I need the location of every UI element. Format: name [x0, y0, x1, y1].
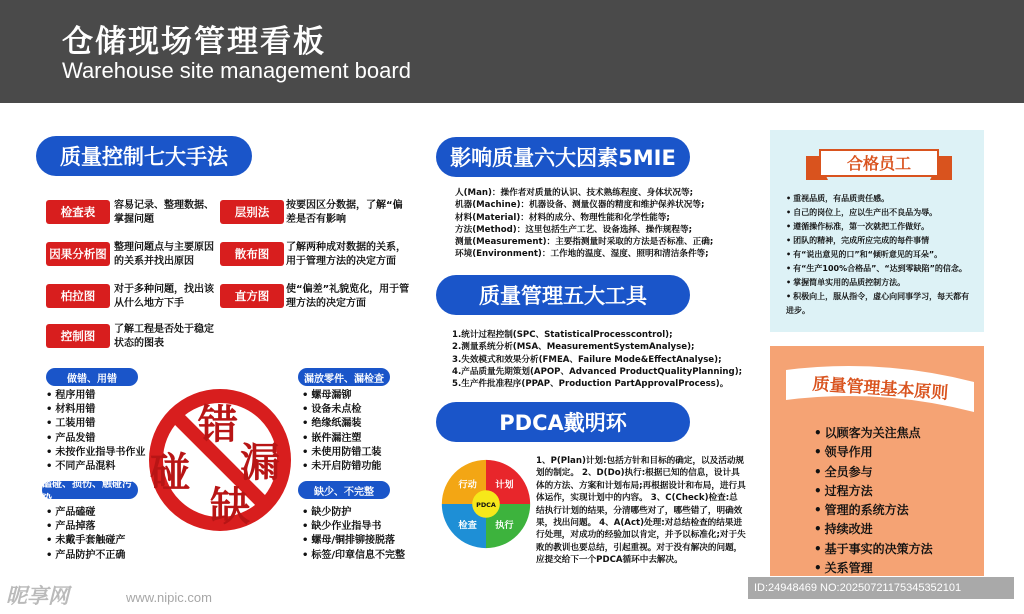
- list-item: • 基于事实的决策方法: [814, 540, 933, 559]
- tool-desc-check-sheet: 容易记录、整理数据、掌握问题: [114, 200, 214, 225]
- list-item: • 自己的岗位上，应以生产出不良品为辱。: [786, 206, 976, 220]
- tool-tag-scatter: 散布图: [220, 242, 284, 266]
- list-item: • 管理的系统方法: [814, 501, 933, 520]
- list-item: • 设备未点检: [302, 403, 381, 417]
- list-item: • 产品发错: [46, 432, 145, 446]
- factor-line: 机器(Machine)：机器设备、测量仪器的精度和维护保养状况等;: [455, 200, 705, 211]
- factor-line: 环境(Environment)：工作地的温度、湿度、照明和清洁条件等;: [455, 249, 709, 260]
- tool-line: 2.测量系统分析(MSA、MeasurementSystemAnalyse);: [452, 342, 695, 353]
- five-tools-list: [452, 329, 742, 390]
- list-item: • 未使用防错工装: [302, 446, 381, 460]
- six-factors-title: 影响质量六大因素5MIE: [436, 137, 690, 177]
- watermark-id: ID:24948469 NO:20250721175345352101: [748, 577, 1014, 599]
- tool-line: 1.统计过程控制(SPC、StatisticalProcesscontrol);: [452, 330, 673, 340]
- list-item: • 未戴手套触碰产: [46, 534, 125, 548]
- tool-desc-scatter: 了解两种成对数据的关系，用于管理方法的决定方面: [286, 242, 406, 267]
- list-item: • 关系管理: [814, 559, 933, 578]
- list-item: • 缺少作业指导书: [302, 520, 405, 534]
- qualified-title: 合格员工: [846, 154, 912, 173]
- list-item: • 产品防护不正确: [46, 549, 125, 563]
- list-item: • 产品掉落: [46, 520, 125, 534]
- tool-line: 3.失效模式和效果分析(FMEA、Failure Mode&EffectAnalyse);: [452, 354, 722, 365]
- six-factors-list: [455, 187, 713, 261]
- seven-tools-title: 质量控制七大手法: [36, 136, 252, 176]
- pdca-description: 1、P(Plan)计划:包括方针和目标的确定，以及活动规划的制定。 2、D(Do)执行:根据已知的信息，设计具体的方法、方案和计划布局;再根据设计和布局，进行具体运作，实现计划中的内容。 3、C(Check)检查:总结执行计划的结果，分清哪些对了，哪些错了，明确效果，找出问题。 4、A(Act)处理:对总结检查的结果进行处理，对成功的经验加以肯定，并予以标准化;对于失败的教训也要总结，引起重视。对于没有解决的问题，应提交给下一个PDCA循环中去解决。: [536, 456, 746, 566]
- tool-tag-pareto: 柏拉图: [46, 284, 110, 308]
- tool-desc-pareto: 对于多种问题，找出该从什么地方下手: [114, 284, 214, 309]
- factor-line: 方法(Method)：这里包括生产工艺、设备选择、操作规程等;: [455, 224, 693, 235]
- watermark-url: www.nipic.com: [126, 590, 212, 605]
- error-group-bump-list: [46, 506, 125, 563]
- list-item: • 有“生产100%合格品”、“达到零缺陷”的信念。: [786, 262, 976, 276]
- list-item: • 不同产品混料: [46, 460, 145, 474]
- list-item: • 积极向上，服从指令，虚心向同事学习，每天都有进步。: [786, 290, 976, 318]
- tool-desc-histogram: 使“偏差”礼貌览化，用于管理方法的决定方面: [286, 284, 410, 309]
- five-tools-title: 质量管理五大工具: [436, 275, 690, 315]
- qualified-ribbon-icon: [804, 146, 954, 184]
- list-item: • 绝缘纸漏装: [302, 417, 381, 431]
- tool-desc-cause-effect: 整理问题点与主要原因的关系并找出原因: [114, 242, 214, 267]
- pdca-title: PDCA戴明环: [436, 402, 690, 442]
- qualified-list: [786, 192, 976, 318]
- list-item: • 未开启防错功能: [302, 460, 381, 474]
- stamp-char-leak: 漏: [240, 439, 280, 486]
- factor-line: 材料(Material)：材料的成分、物理性能和化学性能等;: [455, 212, 670, 223]
- list-item: • 产品磕碰: [46, 506, 125, 520]
- error-group-bump-title: 磕碰、损伤、触碰污染: [42, 481, 138, 499]
- pdca-check-label: 检查: [458, 519, 477, 531]
- tool-desc-stratification: 按要因区分数据，了解“偏差是否有影响: [286, 200, 403, 225]
- factor-line: 人(Man)：操作者对质量的认识、技术熟练程度、身体状况等;: [455, 188, 694, 198]
- list-item: • 持续改进: [814, 520, 933, 539]
- tool-tag-stratification: 层别法: [220, 200, 284, 224]
- list-item: • 未按作业指导书作业: [46, 446, 145, 460]
- stamp-char-bump: 碰: [150, 449, 190, 496]
- list-item: • 遵循操作标准，第一次就把工作做好。: [786, 220, 976, 234]
- principles-title: 质量管理基本原则: [811, 374, 949, 404]
- stamp-char-wrong: 错: [198, 401, 238, 448]
- error-group-incomplete-title: 缺少、不完整: [298, 481, 390, 499]
- list-item: • 重视品质，有品质责任感。: [786, 192, 976, 206]
- error-group-incomplete-list: [302, 506, 405, 563]
- list-item: • 缺少防护: [302, 506, 405, 520]
- list-item: • 团队的精神，完成所应完成的每件事情: [786, 234, 976, 248]
- board-subtitle: Warehouse site management board: [62, 58, 411, 83]
- list-item: • 程序用错: [46, 389, 145, 403]
- list-item: • 嵌件漏注塑: [302, 432, 381, 446]
- tool-line: 5.生产件批准程序(PPAP、Production PartApprovalProcess)。: [452, 379, 729, 390]
- tool-tag-cause-effect: 因果分析图: [46, 242, 110, 266]
- error-group-wrong-list: [46, 389, 145, 474]
- pdca-act-label: 行动: [458, 479, 477, 491]
- list-item: • 过程方法: [814, 482, 933, 501]
- tool-line: 4.产品质量先期策划(APOP、Advanced ProductQualityPlanning);: [452, 366, 743, 377]
- pdca-wheel-icon: [440, 458, 532, 550]
- prohibition-stamp-icon: [140, 380, 300, 540]
- error-group-missing-list: [302, 389, 381, 474]
- pdca-plan-label: 计划: [495, 479, 514, 491]
- tool-tag-control-chart: 控制图: [46, 324, 110, 348]
- watermark-logo: 昵享网: [6, 584, 69, 608]
- tool-desc-control-chart: 了解工程是否处于稳定状态的图表: [114, 324, 214, 349]
- error-group-missing-title: 漏放零件、漏检查: [298, 368, 390, 386]
- tool-tag-histogram: 直方图: [220, 284, 284, 308]
- list-item: • 领导作用: [814, 443, 933, 462]
- list-item: • 标签/印章信息不完整: [302, 549, 405, 563]
- list-item: • 工装用错: [46, 417, 145, 431]
- pdca-center-label: PDCA: [476, 500, 496, 509]
- list-item: • 掌握简单实用的品质控制方法。: [786, 276, 976, 290]
- list-item: • 螺母/铜排铆接脱落: [302, 534, 405, 548]
- error-group-wrong-title: 做错、用错: [46, 368, 138, 386]
- list-item: • 以顾客为关注焦点: [814, 424, 933, 443]
- list-item: • 全员参与: [814, 463, 933, 482]
- list-item: • 有“说出意见的口”和“倾听意见的耳朵”。: [786, 248, 976, 262]
- pdca-do-label: 执行: [495, 519, 514, 531]
- factor-line: 测量(Measurement)：主要指测量时采取的方法是否标准、正确;: [455, 237, 714, 248]
- header-bar: [0, 0, 1024, 103]
- principles-list: [814, 424, 933, 578]
- stamp-char-lack: 缺: [210, 483, 250, 530]
- list-item: • 材料用错: [46, 403, 145, 417]
- list-item: • 螺母漏铆: [302, 389, 381, 403]
- principles-ribbon-icon: [782, 360, 978, 416]
- tool-tag-check-sheet: 检查表: [46, 200, 110, 224]
- board-title: 仓储现场管理看板: [62, 24, 326, 60]
